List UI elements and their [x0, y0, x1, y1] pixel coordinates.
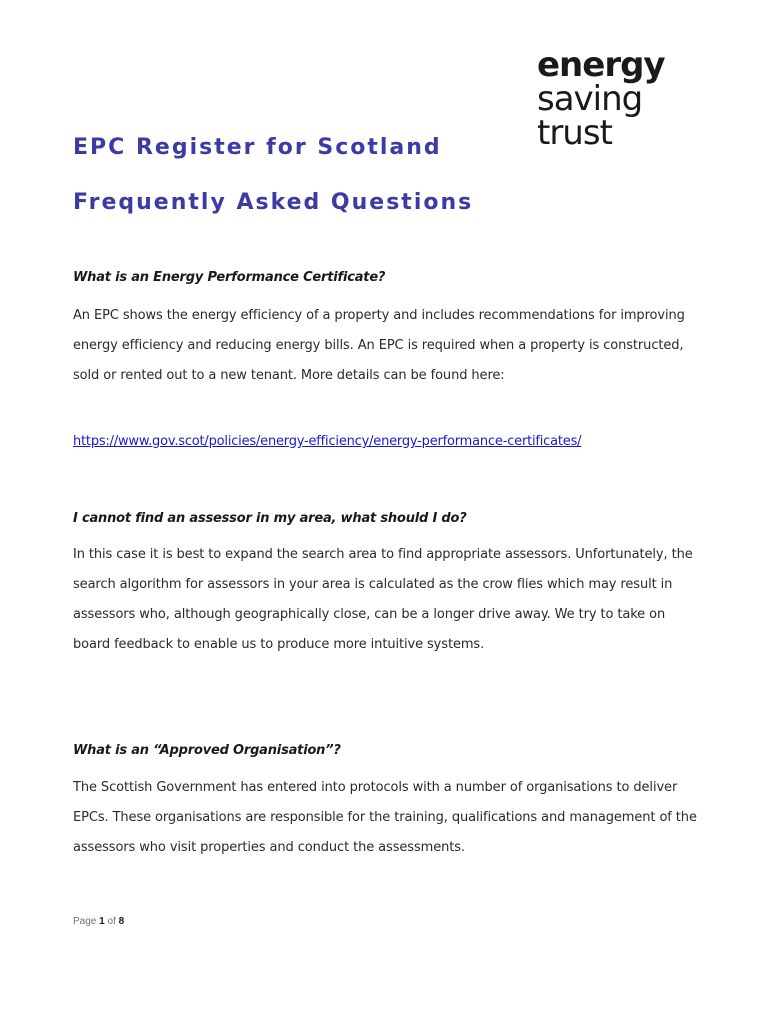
logo-line-energy: energy — [537, 45, 665, 85]
total-pages: 8 — [118, 916, 125, 927]
gov-scot-epc-link[interactable]: https://www.gov.scot/policies/energy-efficiency/energy-performance-certificates/ — [73, 434, 582, 449]
faq-question-assessor: I cannot find an assessor in my area, what should I do? — [73, 511, 467, 526]
page-number — [73, 916, 124, 927]
faq-answer-assessor: In this case it is best to expand the search area to find appropriate assessors. Unfortunately, the search algorithm for assessors in your area is calculated as the crow flies which may result in assessors who, although geographically close, can be a longer drive away. We try to take on board feedback to enable us to produce more intuitive systems. — [73, 547, 693, 652]
faq-answer-epc: An EPC shows the energy efficiency of a property and includes recommendations for improving energy efficiency and reducing energy bills. An EPC is required when a property is constructed, sold or rented out to a new tenant. More details can be found here: — [73, 308, 685, 383]
current-page: 1 — [99, 916, 105, 927]
document-subtitle: Frequently Asked Questions — [73, 190, 474, 215]
document-title: EPC Register for Scotland — [73, 135, 442, 160]
faq-question-epc: What is an Energy Performance Certificate? — [73, 270, 386, 285]
faq-answer-approved-organisation: The Scottish Government has entered into protocols with a number of organisations to deliver EPCs. These organisations are responsible for the training, qualifications and management of the assessors who visit properties and conduct the assessments. — [73, 780, 697, 855]
of-label: of — [107, 916, 116, 927]
faq-question-approved-organisation: What is an “Approved Organisation”? — [73, 743, 341, 758]
logo-line-saving: saving — [537, 79, 643, 119]
logo-line-trust: trust — [537, 113, 612, 153]
page-label: Page — [73, 916, 97, 927]
energy-saving-trust-logo — [537, 45, 707, 153]
